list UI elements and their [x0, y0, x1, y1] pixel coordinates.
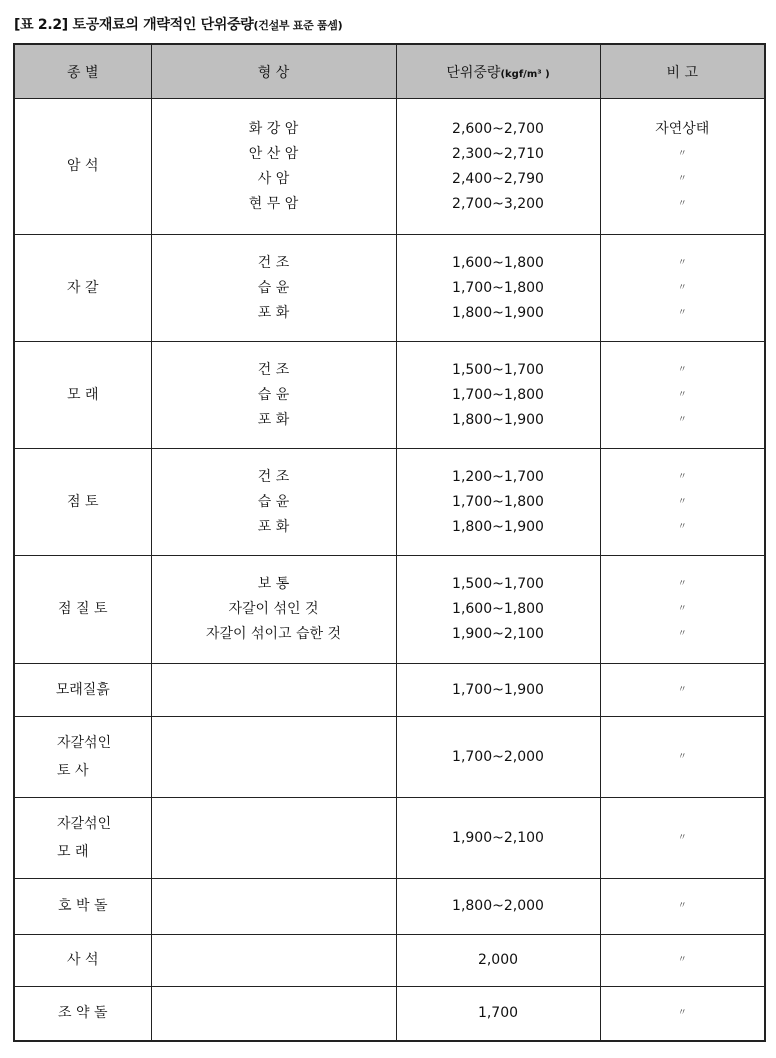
- weight-cell-line: 1,500~1,700: [452, 576, 544, 592]
- shape-cell: [151, 935, 396, 987]
- table-header-row: [14, 44, 765, 99]
- table-row: [14, 717, 765, 798]
- unit-weight-table: [13, 43, 766, 1042]
- weight-cell-line: 1,700~1,800: [452, 279, 544, 296]
- shape-cell: [151, 664, 396, 717]
- shape-cell: [151, 879, 396, 935]
- type-cell: [14, 556, 151, 664]
- weight-cell-line: 1,500~1,700: [452, 361, 544, 378]
- table-row: [14, 449, 765, 556]
- type-cell: [14, 449, 151, 556]
- type-cell-line: 모 래: [57, 844, 89, 860]
- header-type-label: 종 별: [67, 64, 99, 81]
- remark-cell-line: 〃: [677, 1007, 687, 1018]
- remark-cell-line: 〃: [677, 282, 687, 293]
- table-row: [14, 798, 765, 879]
- weight-cell: [396, 342, 600, 449]
- shape-cell-line: 건 조: [257, 254, 290, 271]
- remark-cell: [600, 449, 765, 556]
- remark-cell-line: 〃: [677, 832, 687, 843]
- shape-cell-line: 화 강 암: [248, 120, 299, 137]
- shape-cell: [151, 987, 396, 1041]
- remark-cell-line: 〃: [677, 198, 687, 209]
- type-cell: [14, 987, 151, 1041]
- type-cell-line: 모 래: [67, 386, 99, 403]
- remark-cell-line: 〃: [677, 955, 687, 965]
- table-row: [14, 99, 765, 235]
- header-weight: [396, 44, 600, 99]
- remark-cell-line: 〃: [677, 684, 687, 695]
- remark-cell-line: 〃: [677, 307, 687, 318]
- remark-cell: [600, 987, 765, 1041]
- table-row: [14, 987, 765, 1041]
- type-cell: [14, 935, 151, 987]
- shape-cell-line: 자갈이 섞이고 습한 것: [205, 626, 342, 642]
- type-cell-line: 사 석: [67, 952, 99, 968]
- type-cell-line: 조 약 돌: [58, 1004, 108, 1021]
- weight-cell-line: 1,800~1,900: [452, 518, 544, 535]
- type-cell-line: 자갈섞인: [57, 735, 112, 751]
- remark-cell-line: 〃: [677, 173, 687, 184]
- weight-cell-line: 2,000: [477, 952, 519, 968]
- header-weight-label: 단위중량: [446, 64, 501, 81]
- remark-cell-line: 〃: [677, 148, 687, 159]
- type-cell-line: 자 갈: [67, 279, 99, 296]
- shape-cell-line: 사 암: [257, 170, 290, 187]
- shape-cell-line: 포 화: [257, 411, 290, 428]
- shape-cell-line: 자갈이 섞인 것: [228, 601, 319, 617]
- weight-cell: [396, 987, 600, 1041]
- table-row: [14, 935, 765, 987]
- remark-cell-line: 〃: [677, 751, 687, 762]
- remark-cell-line: 〃: [677, 257, 687, 268]
- table-row: [14, 342, 765, 449]
- type-cell: [14, 235, 151, 342]
- remark-cell-line: 〃: [677, 364, 687, 375]
- weight-cell-line: 1,800~1,900: [452, 411, 544, 428]
- shape-cell-line: 습 윤: [257, 279, 290, 296]
- shape-cell-line: 보 통: [257, 576, 290, 592]
- remark-cell: [600, 664, 765, 717]
- remark-cell-line: 〃: [677, 579, 687, 589]
- remark-cell: [600, 935, 765, 987]
- shape-cell: [151, 717, 396, 798]
- type-cell-line: 점 질 토: [58, 601, 108, 617]
- weight-cell-line: 1,700~2,000: [452, 748, 544, 765]
- type-cell-line: 자갈섞인: [57, 816, 112, 832]
- weight-cell-line: 1,700~1,800: [452, 386, 544, 403]
- remark-cell-line: 〃: [677, 521, 687, 532]
- header-shape-label: 형 상: [257, 64, 290, 81]
- weight-cell-line: 1,900~2,100: [452, 626, 544, 642]
- table-row: [14, 664, 765, 717]
- header-weight-unit: (kgf/m³ ): [500, 68, 550, 80]
- weight-cell-line: 1,800~2,000: [452, 898, 544, 914]
- header-shape: [151, 44, 396, 99]
- shape-cell-line: 포 화: [257, 518, 290, 535]
- shape-cell: [151, 342, 396, 449]
- shape-cell: [151, 449, 396, 556]
- weight-cell-line: 2,700~3,200: [452, 195, 544, 212]
- type-cell: [14, 798, 151, 879]
- type-cell: [14, 342, 151, 449]
- remark-cell: [600, 342, 765, 449]
- remark-cell-line: 〃: [677, 901, 687, 911]
- shape-cell-line: 포 화: [257, 304, 290, 321]
- type-cell: [14, 717, 151, 798]
- type-cell-line: 점 토: [67, 493, 99, 510]
- type-cell: [14, 664, 151, 717]
- weight-cell-line: 1,800~1,900: [452, 304, 544, 321]
- table-row: [14, 235, 765, 342]
- type-cell: [14, 879, 151, 935]
- table-row: [14, 556, 765, 664]
- shape-cell: [151, 99, 396, 235]
- header-remark: [600, 44, 765, 99]
- weight-cell-line: 2,600~2,700: [452, 120, 544, 137]
- weight-cell: [396, 235, 600, 342]
- type-cell-line: 모래질흙: [55, 681, 110, 698]
- weight-cell: [396, 798, 600, 879]
- weight-cell: [396, 99, 600, 235]
- remark-cell-line: 〃: [677, 496, 687, 507]
- remark-cell: [600, 235, 765, 342]
- weight-cell-line: 1,700: [477, 1004, 519, 1021]
- remark-cell: [600, 99, 765, 235]
- weight-cell: [396, 664, 600, 717]
- weight-cell-line: 1,700~1,900: [452, 681, 544, 698]
- table-body: [14, 99, 765, 1041]
- shape-cell-line: 습 윤: [257, 493, 290, 510]
- remark-cell: [600, 717, 765, 798]
- weight-cell-line: 1,600~1,800: [452, 254, 544, 271]
- shape-cell-line: 습 윤: [257, 386, 290, 403]
- type-cell-line: 암 석: [67, 158, 99, 174]
- caption-title: [표 2.2] 토공재료의 개략적인 단위중량: [14, 17, 254, 33]
- header-remark-label: 비 고: [666, 64, 698, 81]
- weight-cell: [396, 717, 600, 798]
- weight-cell-line: 1,200~1,700: [452, 468, 544, 485]
- weight-cell: [396, 935, 600, 987]
- type-cell-line: 토 사: [57, 763, 89, 779]
- remark-cell-line: 〃: [677, 629, 687, 639]
- table-caption: [14, 14, 342, 34]
- type-cell: [14, 99, 151, 235]
- remark-cell-line: 자연상태: [655, 120, 710, 137]
- weight-cell: [396, 449, 600, 556]
- table-row: [14, 879, 765, 935]
- weight-cell-line: 2,300~2,710: [452, 145, 544, 162]
- weight-cell: [396, 879, 600, 935]
- shape-cell: [151, 798, 396, 879]
- remark-cell-line: 〃: [677, 414, 687, 425]
- header-type: [14, 44, 151, 99]
- weight-cell-line: 2,400~2,790: [452, 170, 544, 187]
- shape-cell-line: 건 조: [257, 468, 290, 485]
- remark-cell: [600, 879, 765, 935]
- shape-cell-line: 안 산 암: [248, 145, 299, 162]
- shape-cell: [151, 556, 396, 664]
- remark-cell-line: 〃: [677, 389, 687, 400]
- weight-cell-line: 1,700~1,800: [452, 493, 544, 510]
- remark-cell: [600, 798, 765, 879]
- caption-source: (건설부 표준 품셈): [253, 19, 343, 32]
- remark-cell-line: 〃: [677, 604, 687, 614]
- remark-cell-line: 〃: [677, 471, 687, 482]
- shape-cell: [151, 235, 396, 342]
- shape-cell-line: 건 조: [257, 361, 290, 378]
- weight-cell-line: 1,900~2,100: [452, 829, 544, 846]
- shape-cell-line: 현 무 암: [248, 195, 299, 212]
- weight-cell-line: 1,600~1,800: [452, 601, 544, 617]
- type-cell-line: 호 박 돌: [58, 898, 108, 914]
- weight-cell: [396, 556, 600, 664]
- remark-cell: [600, 556, 765, 664]
